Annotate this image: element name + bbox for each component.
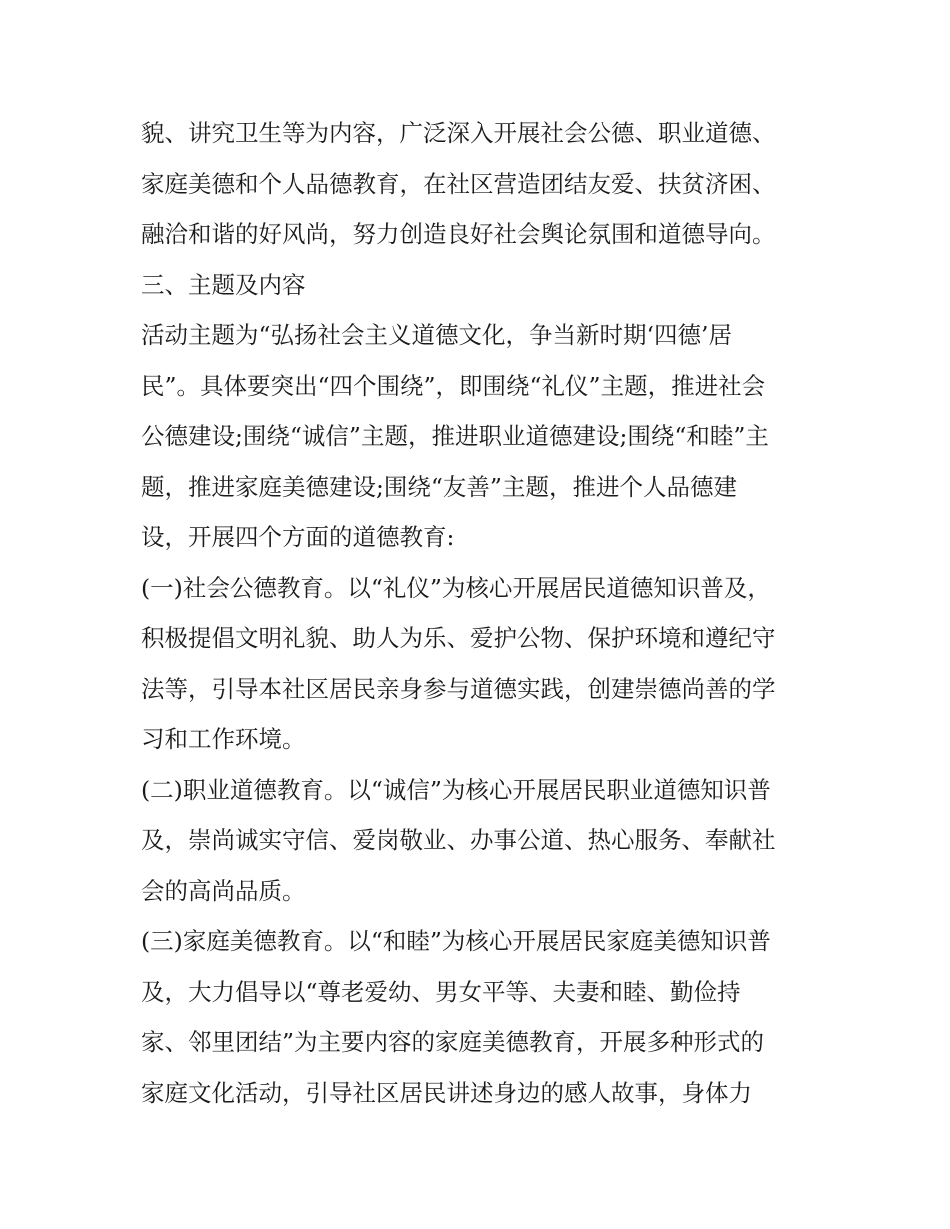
text-line: 设，开展四个方面的道德教育: xyxy=(141,523,455,551)
text-line: 公德建设;围绕“诚信”主题，推进职业道德建设;围绕“和睦”主 xyxy=(141,422,769,450)
text-line: 活动主题为“弘扬社会主义道德文化，争当新时期‘四德’居 xyxy=(141,321,732,349)
text-line: 法等，引导本社区居民亲身参与道德实践，创建崇德尚善的学 xyxy=(141,674,776,703)
text-line: 民”。具体要突出“四个围绕”，即围绕“礼仪”主题，推进社会 xyxy=(141,371,766,400)
text-line: (三)家庭美德教育。以“和睦”为核心开展居民家庭美德知识普 xyxy=(141,927,771,955)
document-body xyxy=(141,108,821,1118)
text-line: 家庭文化活动，引导社区居民讲述身边的感人故事，身体力 xyxy=(141,1078,752,1107)
text-line: 习和工作环境。 xyxy=(141,725,306,753)
text-line: 及，大力倡导以“尊老爱幼、男女平等、夫妻和睦、勤俭持 xyxy=(141,977,741,1006)
text-line: 会的高尚品质。 xyxy=(141,876,306,905)
text-line: 积极提倡文明礼貌、助人为乐、爱护公物、保护环境和遵纪守 xyxy=(141,624,776,652)
text-line: 貌、讲究卫生等为内容，广泛深入开展社会公德、职业道德、 xyxy=(141,119,776,147)
text-line: 融洽和谐的好风尚，努力创造良好社会舆论氛围和道德导向。 xyxy=(141,220,776,248)
text-line: 题，推进家庭美德建设;围绕“友善”主题，推进个人品德建 xyxy=(141,472,737,501)
text-line: (一)社会公德教育。以“礼仪”为核心开展居民道德知识普及， xyxy=(141,573,771,602)
text-line: 家、邻里团结”为主要内容的家庭美德教育，开展多种形式的 xyxy=(141,1028,765,1056)
text-line: 及，崇尚诚实守信、爱岗敬业、办事公道、热心服务、奉献社 xyxy=(141,826,776,854)
text-line: 家庭美德和个人品德教育，在社区营造团结友爱、扶贫济困、 xyxy=(141,169,776,198)
section-heading: 三、主题及内容 xyxy=(141,270,306,299)
text-line: (二)职业道德教育。以“诚信”为核心开展居民职业道德知识普 xyxy=(141,775,771,804)
